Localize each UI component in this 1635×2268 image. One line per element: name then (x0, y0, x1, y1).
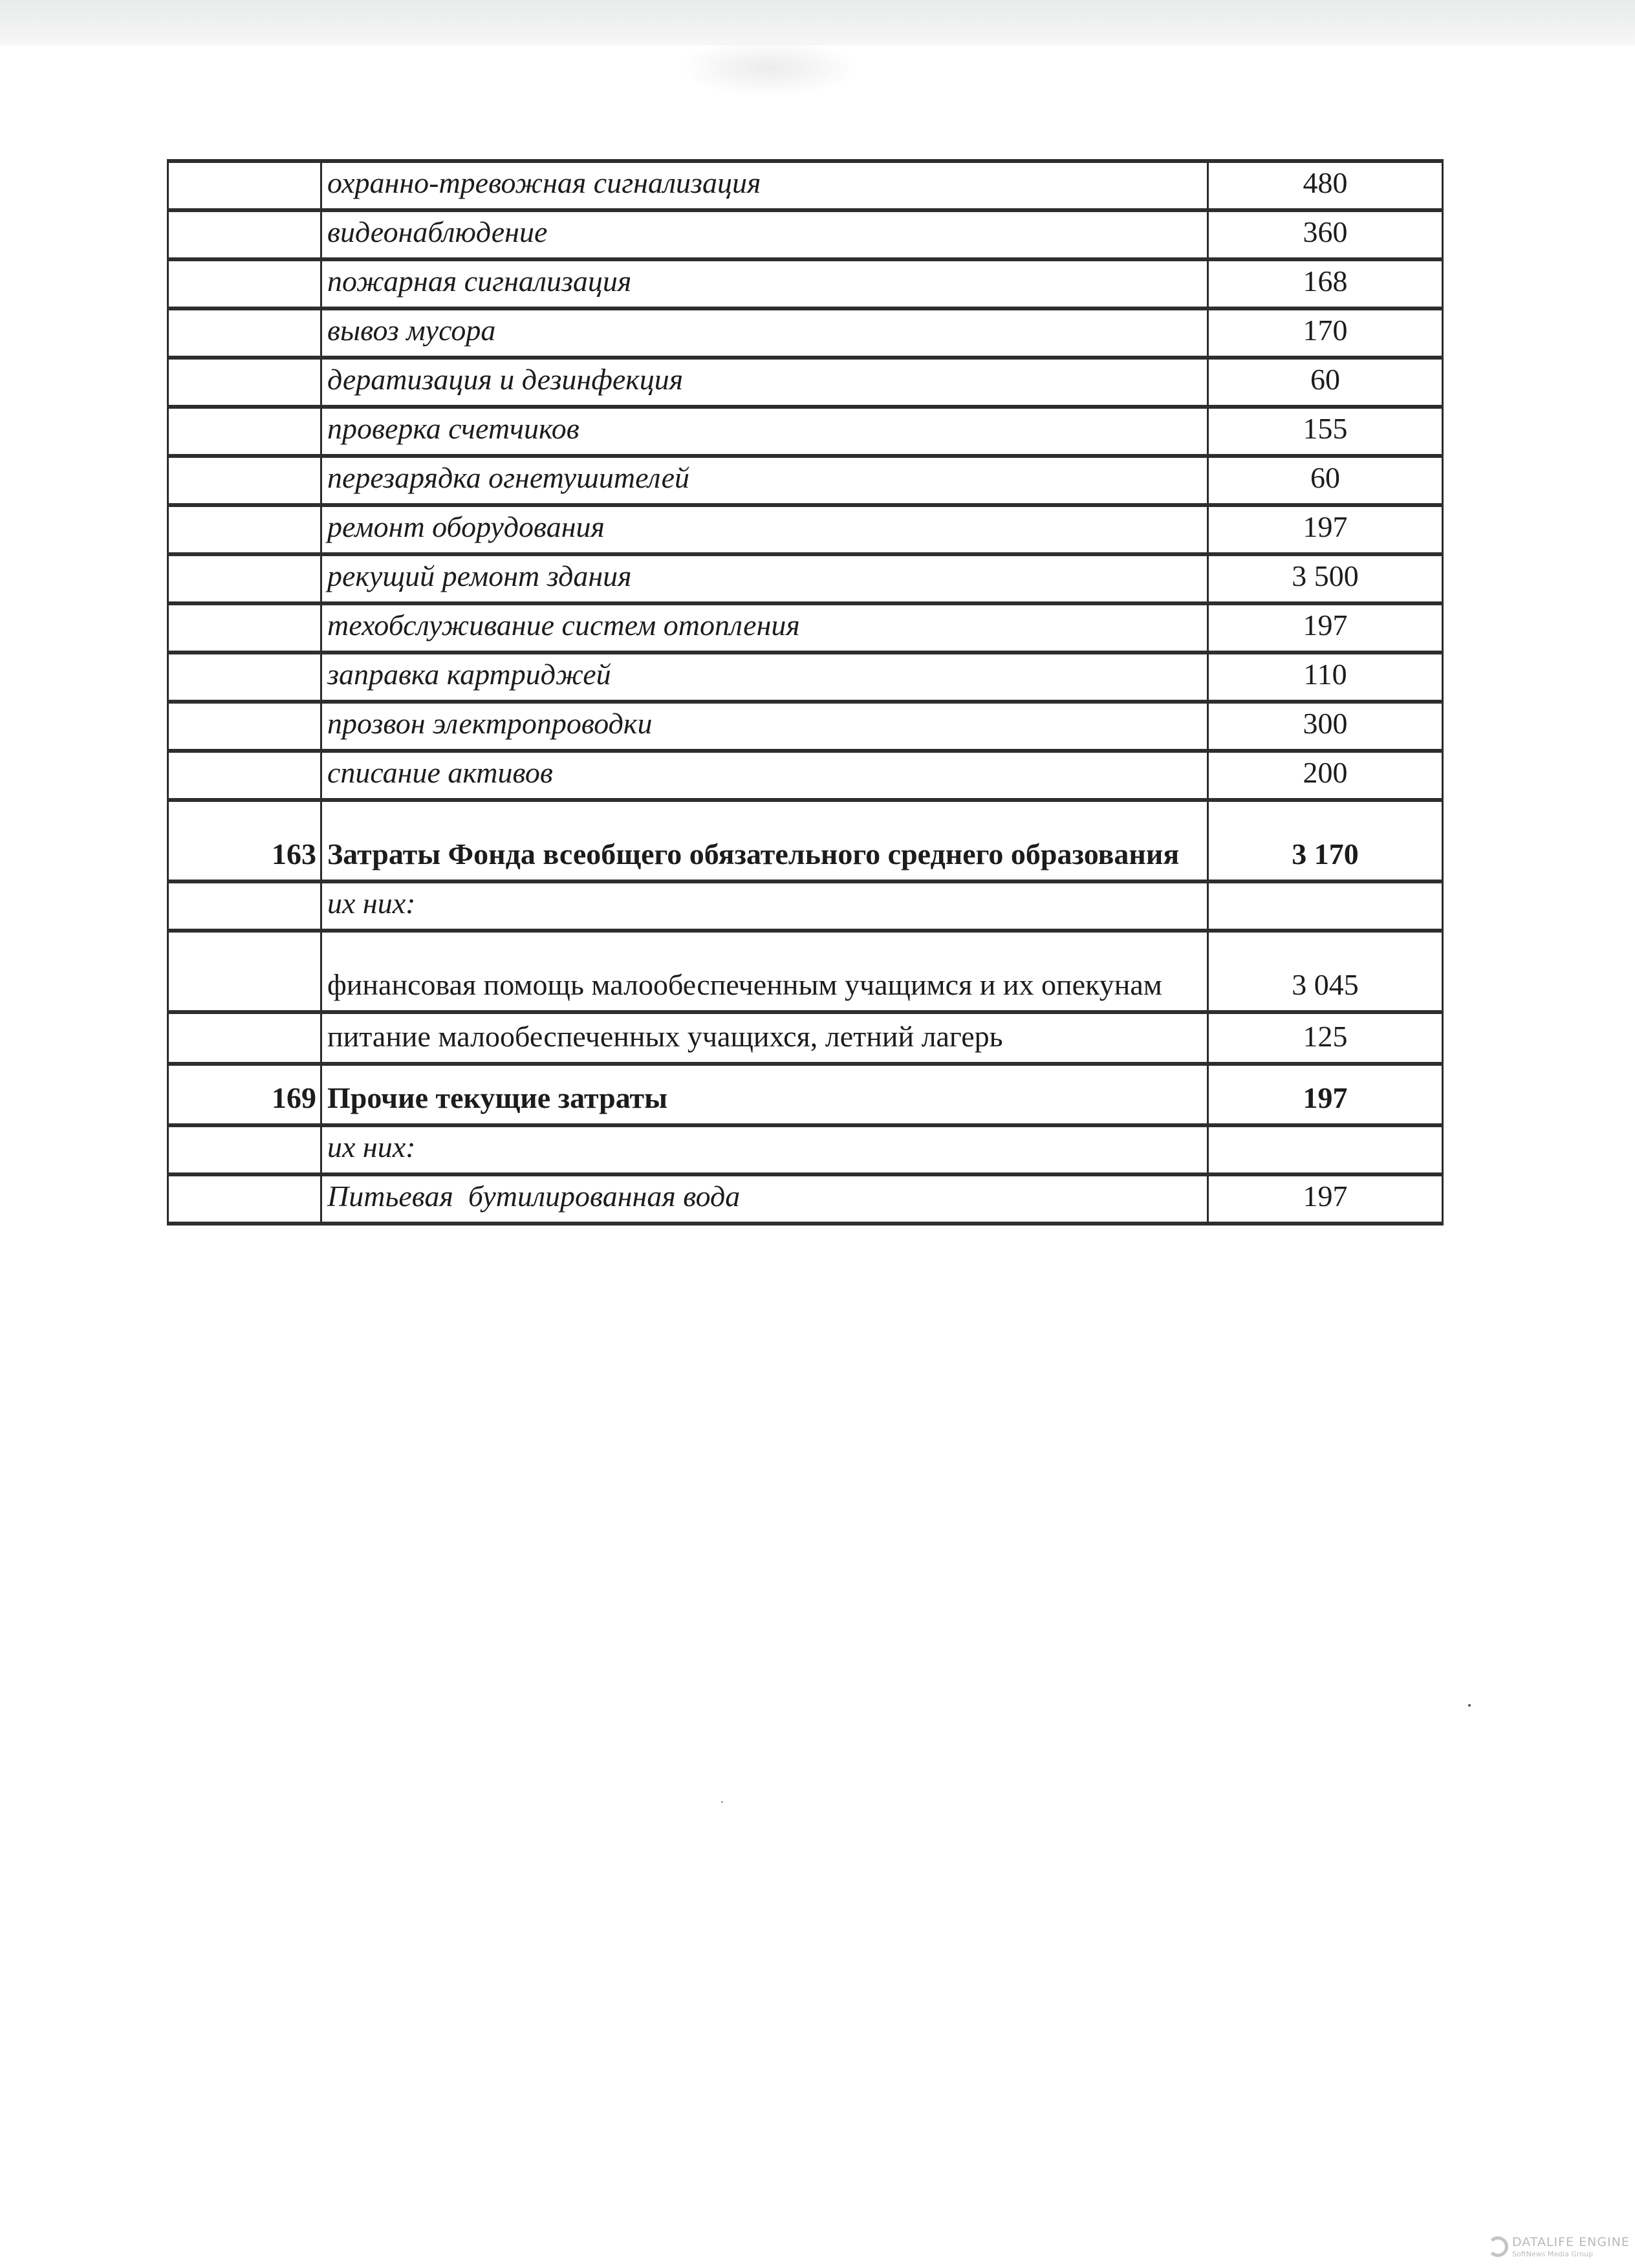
row-code (168, 931, 321, 1012)
row-code: 163 (168, 800, 321, 881)
row-value: 360 (1208, 210, 1443, 259)
row-code (168, 702, 321, 751)
scan-speck (1468, 1704, 1471, 1707)
row-value (1208, 881, 1443, 931)
row-value: 200 (1208, 751, 1443, 800)
table-row (168, 259, 1443, 308)
watermark (1488, 2232, 1630, 2265)
row-name: пожарная сигнализация (321, 259, 1208, 308)
table-row (168, 456, 1443, 505)
row-code (168, 210, 321, 259)
row-name: питание малообеспеченных учащихся, летний лагерь (321, 1012, 1208, 1064)
row-code (168, 308, 321, 358)
row-code (168, 1125, 321, 1174)
row-code (168, 1174, 321, 1224)
row-code: 169 (168, 1064, 321, 1125)
row-value: 197 (1208, 603, 1443, 653)
table-row (168, 1012, 1443, 1064)
row-name: проверка счетчиков (321, 407, 1208, 456)
row-value: 60 (1208, 358, 1443, 407)
row-name: видеонаблюдение (321, 210, 1208, 259)
row-code (168, 881, 321, 931)
row-value: 60 (1208, 456, 1443, 505)
table-row (168, 751, 1443, 800)
table-row (168, 931, 1443, 1012)
row-value: 197 (1208, 1174, 1443, 1224)
row-name: финансовая помощь малообеспеченным учащимся и их опекунам (321, 931, 1208, 1012)
watermark-logo-icon (1488, 2236, 1508, 2257)
table-row-section-163 (168, 800, 1443, 881)
row-value: 110 (1208, 653, 1443, 702)
row-value: 300 (1208, 702, 1443, 751)
row-name: Прочие текущие затраты (321, 1064, 1208, 1125)
row-value: 3 500 (1208, 554, 1443, 603)
table-row (168, 554, 1443, 603)
row-code (168, 259, 321, 308)
row-value: 125 (1208, 1012, 1443, 1064)
table-row (168, 1174, 1443, 1224)
table-row (168, 702, 1443, 751)
row-value: 197 (1208, 505, 1443, 554)
table-row (168, 358, 1443, 407)
row-name: прозвон электропроводки (321, 702, 1208, 751)
row-name: их них: (321, 881, 1208, 931)
row-value: 168 (1208, 259, 1443, 308)
row-code (168, 456, 321, 505)
table-row (168, 308, 1443, 358)
row-value: 3 045 (1208, 931, 1443, 1012)
row-name: списание активов (321, 751, 1208, 800)
row-code (168, 603, 321, 653)
table-row-section-169 (168, 1064, 1443, 1125)
table-row (168, 505, 1443, 554)
row-name: рекущий ремонт здания (321, 554, 1208, 603)
table-row (168, 407, 1443, 456)
row-value: 480 (1208, 161, 1443, 210)
row-value: 155 (1208, 407, 1443, 456)
row-name: ремонт оборудования (321, 505, 1208, 554)
row-code (168, 505, 321, 554)
row-value (1208, 1125, 1443, 1174)
row-code (168, 653, 321, 702)
paper-crease-shadow (679, 39, 860, 97)
row-code (168, 407, 321, 456)
row-code (168, 554, 321, 603)
table-row (168, 881, 1443, 931)
row-code (168, 751, 321, 800)
row-name: вывоз мусора (321, 308, 1208, 358)
row-name: Затраты Фонда всеобщего обязательного среднего образования (321, 800, 1208, 881)
watermark-title: DATALIFE ENGINE (1512, 2235, 1630, 2249)
table-row (168, 1125, 1443, 1174)
row-name: заправка картриджей (321, 653, 1208, 702)
row-name: дератизация и дезинфекция (321, 358, 1208, 407)
table-row (168, 210, 1443, 259)
expense-table (167, 159, 1444, 1226)
row-name: перезарядка огнетушителей (321, 456, 1208, 505)
row-name: техобслуживание систем отопления (321, 603, 1208, 653)
row-name: Питьевая бутилированная вода (321, 1174, 1208, 1224)
row-value: 197 (1208, 1064, 1443, 1125)
table-row (168, 603, 1443, 653)
row-name: охранно-тревожная сигнализация (321, 161, 1208, 210)
row-name: их них: (321, 1125, 1208, 1174)
watermark-subtitle: SoftNews Media Group (1512, 2250, 1593, 2258)
table-row (168, 161, 1443, 210)
row-value: 170 (1208, 308, 1443, 358)
row-code (168, 161, 321, 210)
table-row (168, 653, 1443, 702)
row-code (168, 358, 321, 407)
row-value: 3 170 (1208, 800, 1443, 881)
scan-speck (721, 1801, 723, 1803)
row-code (168, 1012, 321, 1064)
